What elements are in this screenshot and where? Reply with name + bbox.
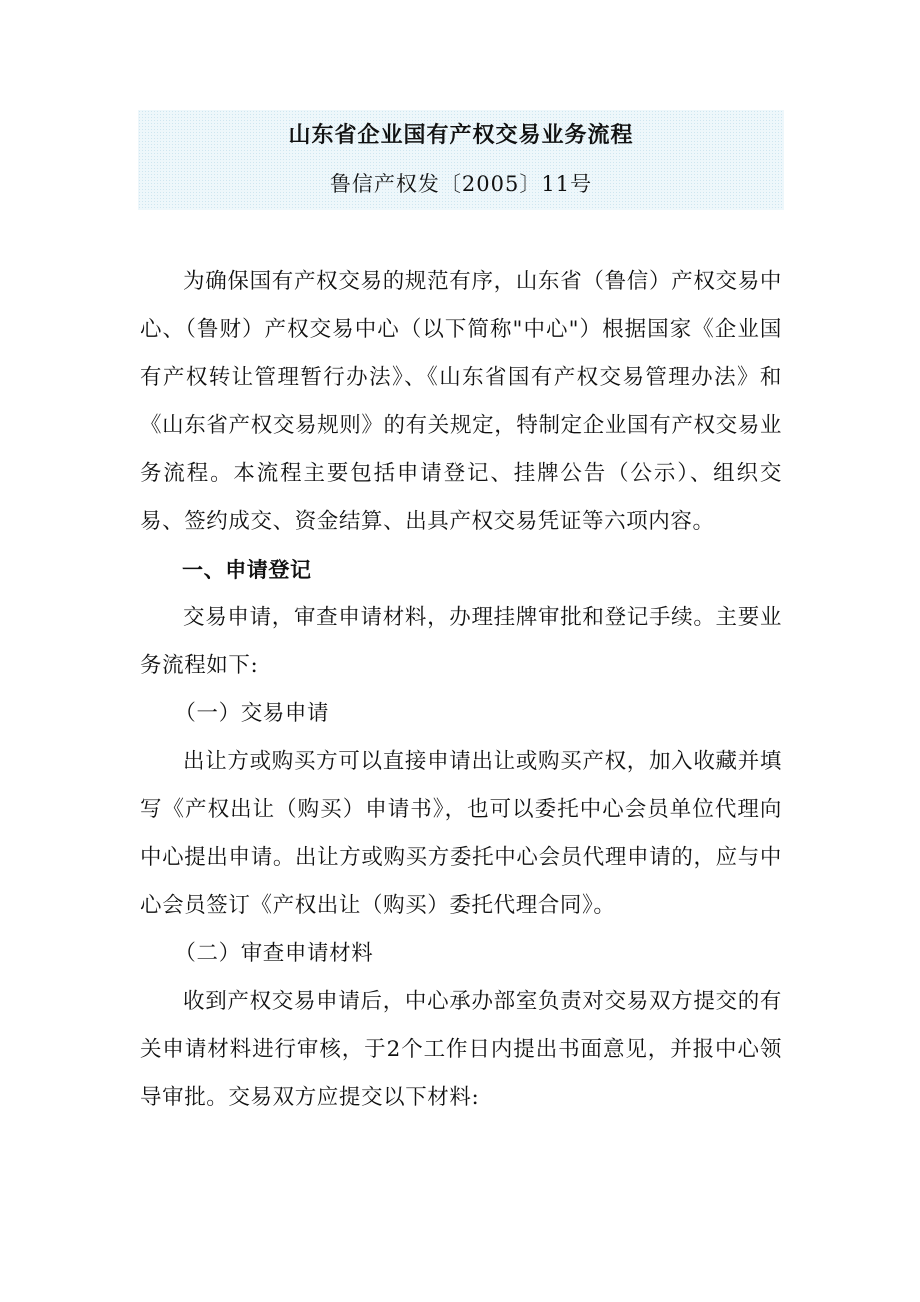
section-summary-paragraph: 交易申请，审查申请材料，办理挂牌审批和登记手续。主要业务流程如下:	[140, 605, 782, 678]
application-paragraph: 出让方或购买方可以直接申请出让或购买产权，加入收藏并填写《产权出让（购买）申请书》，也可以委托中心会员单位代理向中心提出申请。出让方或购买方委托中心会员代理申请的，应与中心会员签订《产权出让（购买）委托代理合同》。	[140, 749, 782, 918]
subsection-heading-review: （二）审查申请材料	[174, 941, 374, 966]
intro-paragraph: 为确保国有产权交易的规范有序，山东省（鲁信）产权交易中心、（鲁财）产权交易中心（以下简称"中心"）根据国家《企业国有产权转让管理暂行办法》、《山东省国有产权交易管理办法》和《山东省产权交易规则》的有关规定，特制定企业国有产权交易业务流程。本流程主要包括申请登记、挂牌公告（公示）、组织交易、签约成交、资金结算、出具产权交易凭证等六项内容。	[140, 269, 782, 534]
document-number: 鲁信产权发〔2005〕11号	[329, 172, 593, 196]
document-title: 山东省企业国有产权交易业务流程	[288, 123, 634, 148]
subsection-heading-application: （一）交易申请	[174, 701, 330, 726]
document-body	[140, 258, 782, 1122]
section-heading-application: 一、申请登记	[182, 558, 312, 582]
review-paragraph: 收到产权交易申请后，中心承办部室负责对交易双方提交的有关申请材料进行审核，于2个工作日内提出书面意见，并报中心领导审批。交易双方应提交以下材料:	[140, 989, 782, 1110]
